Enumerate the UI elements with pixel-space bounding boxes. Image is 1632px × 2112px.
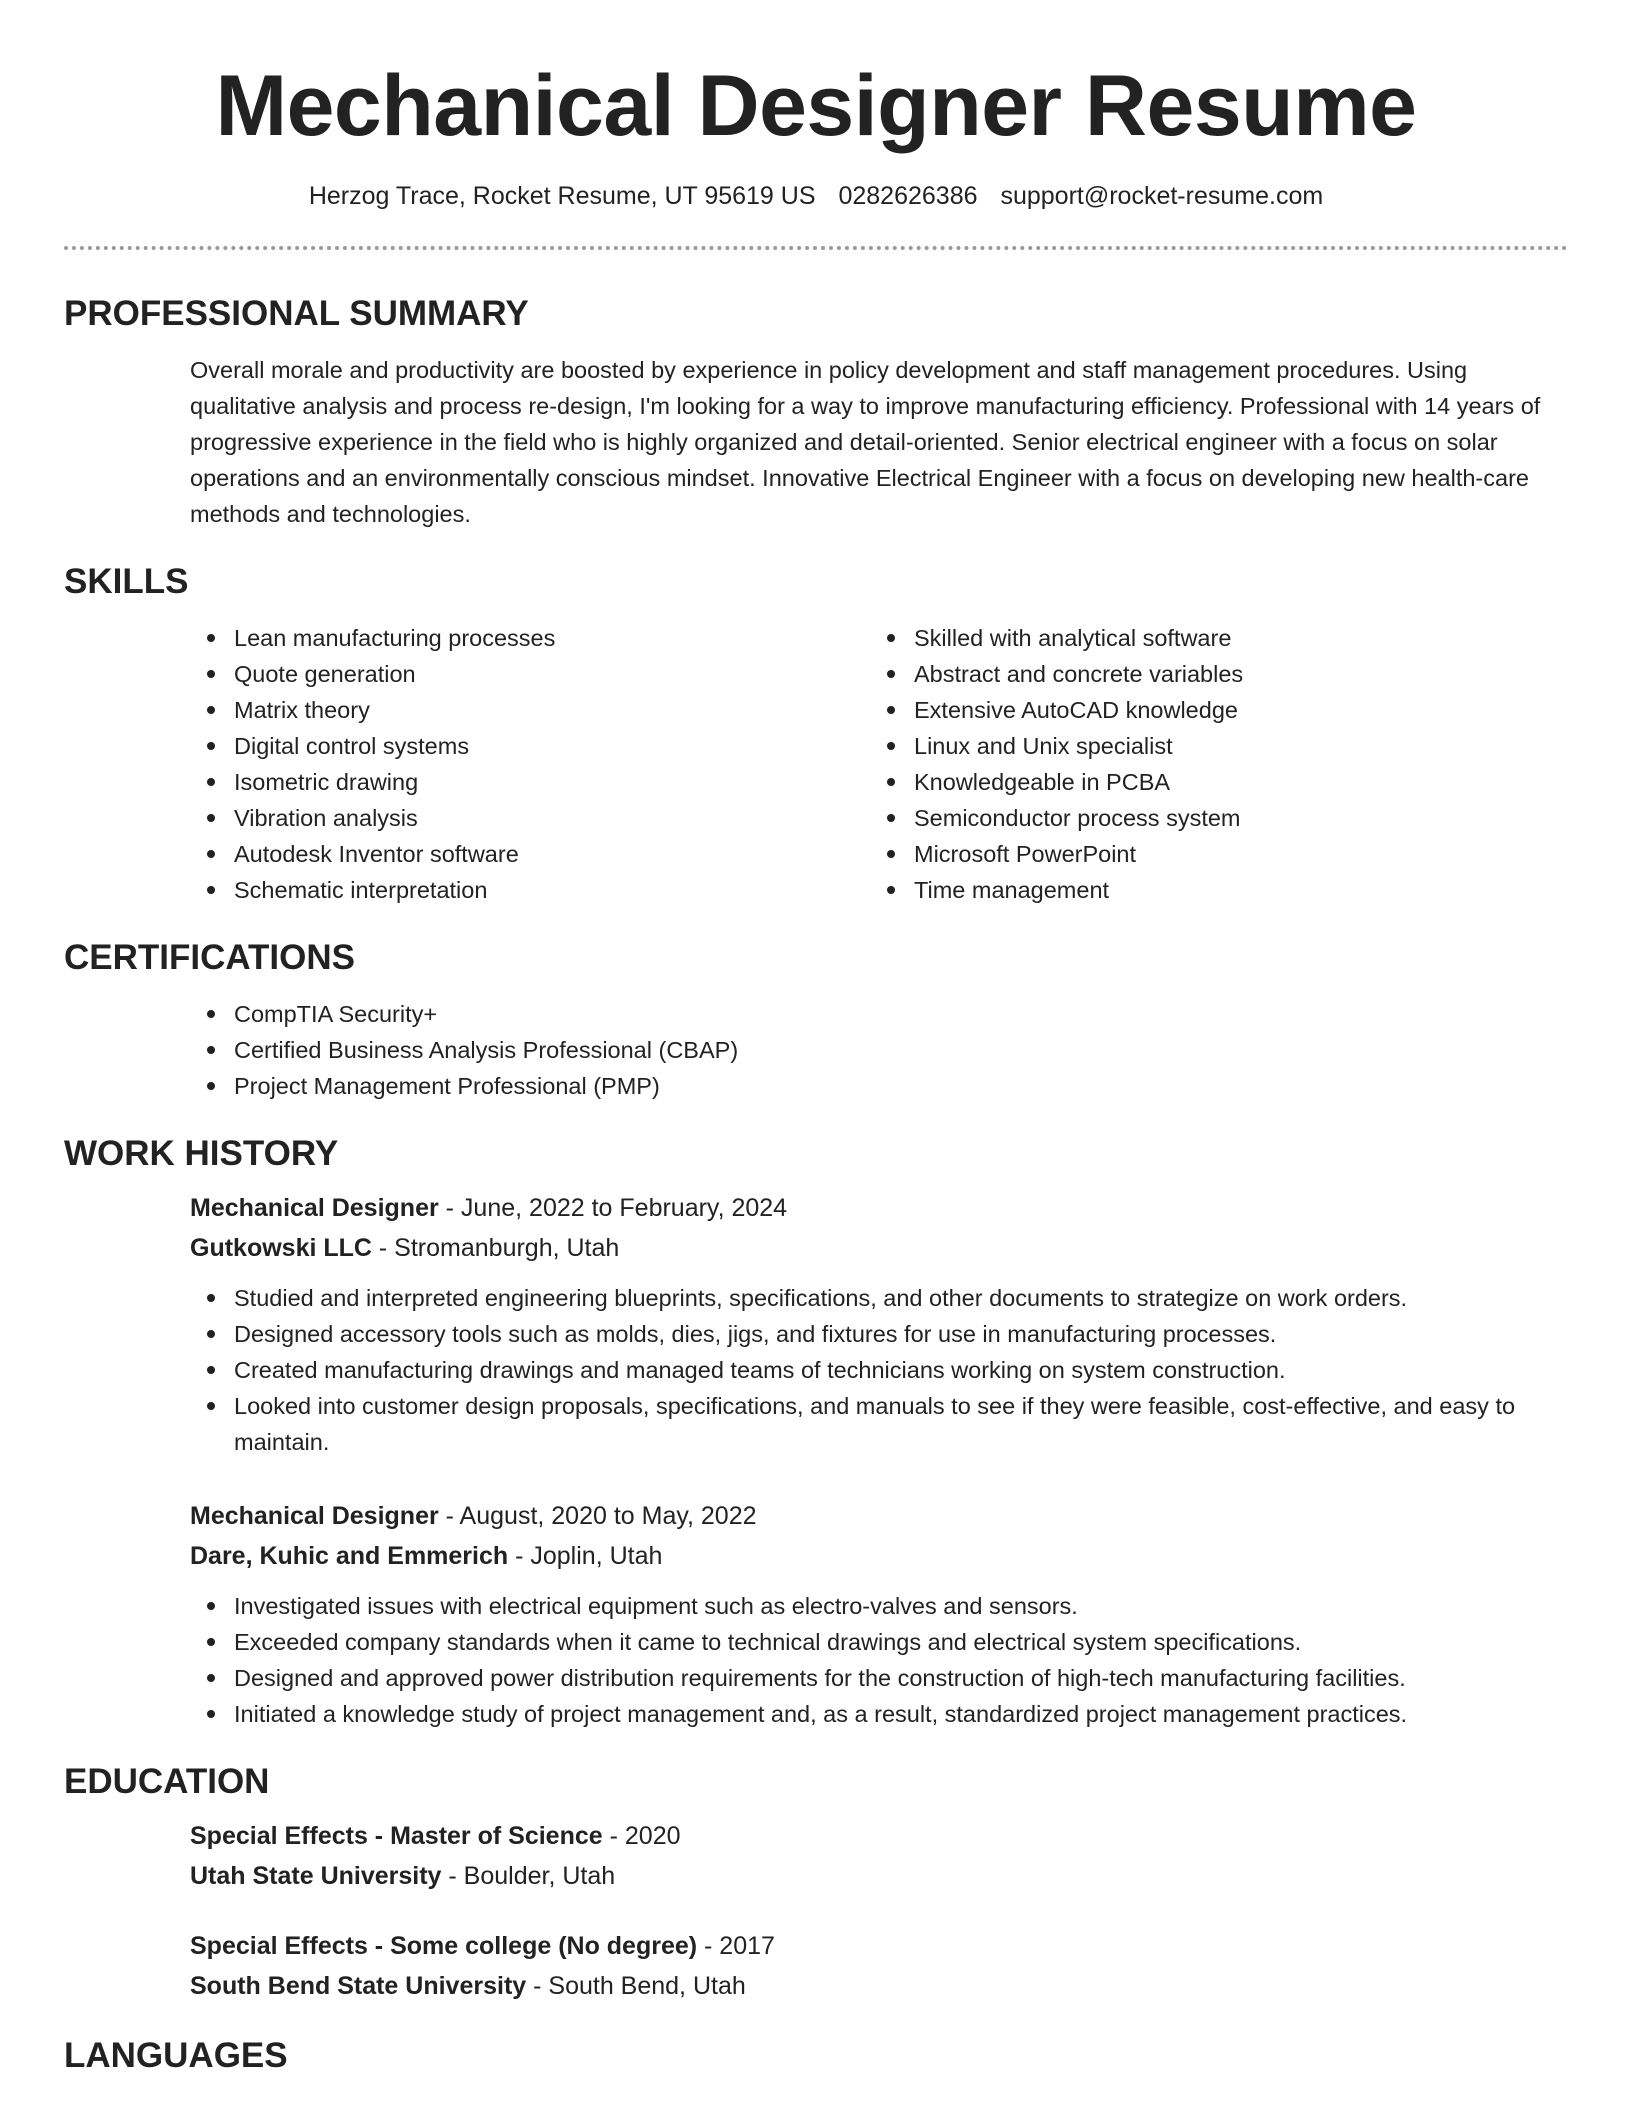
resume-page	[64, 0, 1568, 2076]
job-bullets	[190, 1280, 1568, 1460]
contact-phone: 0282626386	[838, 182, 978, 210]
job-entry	[190, 1496, 1568, 1732]
header-divider	[64, 246, 1568, 250]
skill-item: Schematic interpretation	[190, 872, 870, 908]
certifications-list	[190, 996, 1568, 1104]
certification-item: Project Management Professional (PMP)	[190, 1068, 1568, 1104]
skill-item: Vibration analysis	[190, 800, 870, 836]
education-year: - 2017	[697, 1932, 775, 1960]
job-bullet: Investigated issues with electrical equipment such as electro-valves and sensors.	[190, 1588, 1568, 1624]
job-company-line	[190, 1228, 1568, 1268]
skill-item: Lean manufacturing processes	[190, 620, 870, 656]
education-entry	[190, 1816, 1568, 1896]
education-location: - South Bend, Utah	[526, 1972, 746, 2000]
job-bullet: Initiated a knowledge study of project management and, as a result, standardized project management practices.	[190, 1696, 1568, 1732]
education-school-line	[190, 1966, 1568, 2006]
education-degree-line	[190, 1816, 1568, 1856]
education-year: - 2020	[602, 1822, 681, 1850]
languages-heading: LANGUAGES	[64, 2036, 288, 2075]
contact-email: support@rocket-resume.com	[1000, 182, 1324, 210]
certification-item: Certified Business Analysis Professional (CBAP)	[190, 1032, 1568, 1068]
certification-item: CompTIA Security+	[190, 996, 1568, 1032]
job-company-line	[190, 1536, 1568, 1576]
job-entry	[190, 1188, 1568, 1460]
job-bullet: Looked into customer design proposals, specifications, and manuals to see if they were feasible, cost-effective, and easy to maintain.	[190, 1388, 1568, 1460]
education-heading: EDUCATION	[64, 1762, 270, 1801]
contact-line	[64, 180, 1568, 212]
skills-left-list	[190, 620, 870, 908]
education-school: Utah State University	[190, 1862, 442, 1890]
skill-item: Isometric drawing	[190, 764, 870, 800]
skill-item: Time management	[870, 872, 1550, 908]
job-title: Mechanical Designer	[190, 1194, 439, 1222]
skill-item: Autodesk Inventor software	[190, 836, 870, 872]
contact-address: Herzog Trace, Rocket Resume, UT 95619 US	[308, 182, 816, 210]
education-degree: Special Effects - Master of Science	[190, 1822, 603, 1850]
job-title-line	[190, 1496, 1568, 1536]
skill-item: Digital control systems	[190, 728, 870, 764]
education-location: - Boulder, Utah	[441, 1862, 616, 1890]
skill-item: Microsoft PowerPoint	[870, 836, 1550, 872]
skill-item: Extensive AutoCAD knowledge	[870, 692, 1550, 728]
certifications-section	[190, 996, 1568, 1104]
skills-section	[190, 620, 1568, 908]
skill-item: Abstract and concrete variables	[870, 656, 1550, 692]
summary-text: Overall morale and productivity are boosted by experience in policy development and staff management procedures. Using qualitative analysis and process re-design, I'm looking for a way to improve manufacturing efficiency. Professional with 14 years of progressive experience in the field who is highly organized and detail-oriented. Senior electrical engineer with a focus on solar operations and an environmentally conscious mindset. Innovative Electrical Engineer with a focus on developing new health-care methods and technologies.	[190, 357, 1541, 527]
job-dates: - August, 2020 to May, 2022	[438, 1502, 757, 1530]
job-bullets	[190, 1588, 1568, 1732]
job-title-line	[190, 1188, 1568, 1228]
job-bullet: Exceeded company standards when it came to technical drawings and electrical system specifications.	[190, 1624, 1568, 1660]
job-bullet: Studied and interpreted engineering blueprints, specifications, and other documents to strategize on work orders.	[190, 1280, 1568, 1316]
job-bullet: Designed accessory tools such as molds, dies, jigs, and fixtures for use in manufacturing processes.	[190, 1316, 1568, 1352]
education-degree: Special Effects - Some college (No degree)	[190, 1932, 698, 1960]
education-section	[190, 1816, 1568, 2006]
job-bullet: Designed and approved power distribution requirements for the construction of high-tech manufacturing facilities.	[190, 1660, 1568, 1696]
skill-item: Linux and Unix specialist	[870, 728, 1550, 764]
education-entry	[190, 1926, 1568, 2006]
skill-item: Matrix theory	[190, 692, 870, 728]
summary-heading: PROFESSIONAL SUMMARY	[64, 294, 529, 333]
job-company: Gutkowski LLC	[190, 1234, 372, 1262]
page-title: Mechanical Designer Resume	[215, 58, 1417, 154]
skill-item: Skilled with analytical software	[870, 620, 1550, 656]
certifications-heading: CERTIFICATIONS	[64, 938, 356, 977]
skill-item: Quote generation	[190, 656, 870, 692]
education-school-line	[190, 1856, 1568, 1896]
job-location: - Joplin, Utah	[508, 1542, 663, 1570]
job-company: Dare, Kuhic and Emmerich	[190, 1542, 509, 1570]
job-bullet: Created manufacturing drawings and managed teams of technicians working on system construction.	[190, 1352, 1568, 1388]
job-location: - Stromanburgh, Utah	[371, 1234, 620, 1262]
education-school: South Bend State University	[190, 1972, 527, 2000]
skill-item: Knowledgeable in PCBA	[870, 764, 1550, 800]
job-title: Mechanical Designer	[190, 1502, 439, 1530]
skills-right-list	[870, 620, 1550, 908]
education-degree-line	[190, 1926, 1568, 1966]
work-history-section	[190, 1188, 1568, 1732]
skill-item: Semiconductor process system	[870, 800, 1550, 836]
skills-heading: SKILLS	[64, 562, 189, 601]
summary-section	[190, 352, 1568, 532]
job-dates: - June, 2022 to February, 2024	[438, 1194, 788, 1222]
work-history-heading: WORK HISTORY	[64, 1134, 339, 1173]
